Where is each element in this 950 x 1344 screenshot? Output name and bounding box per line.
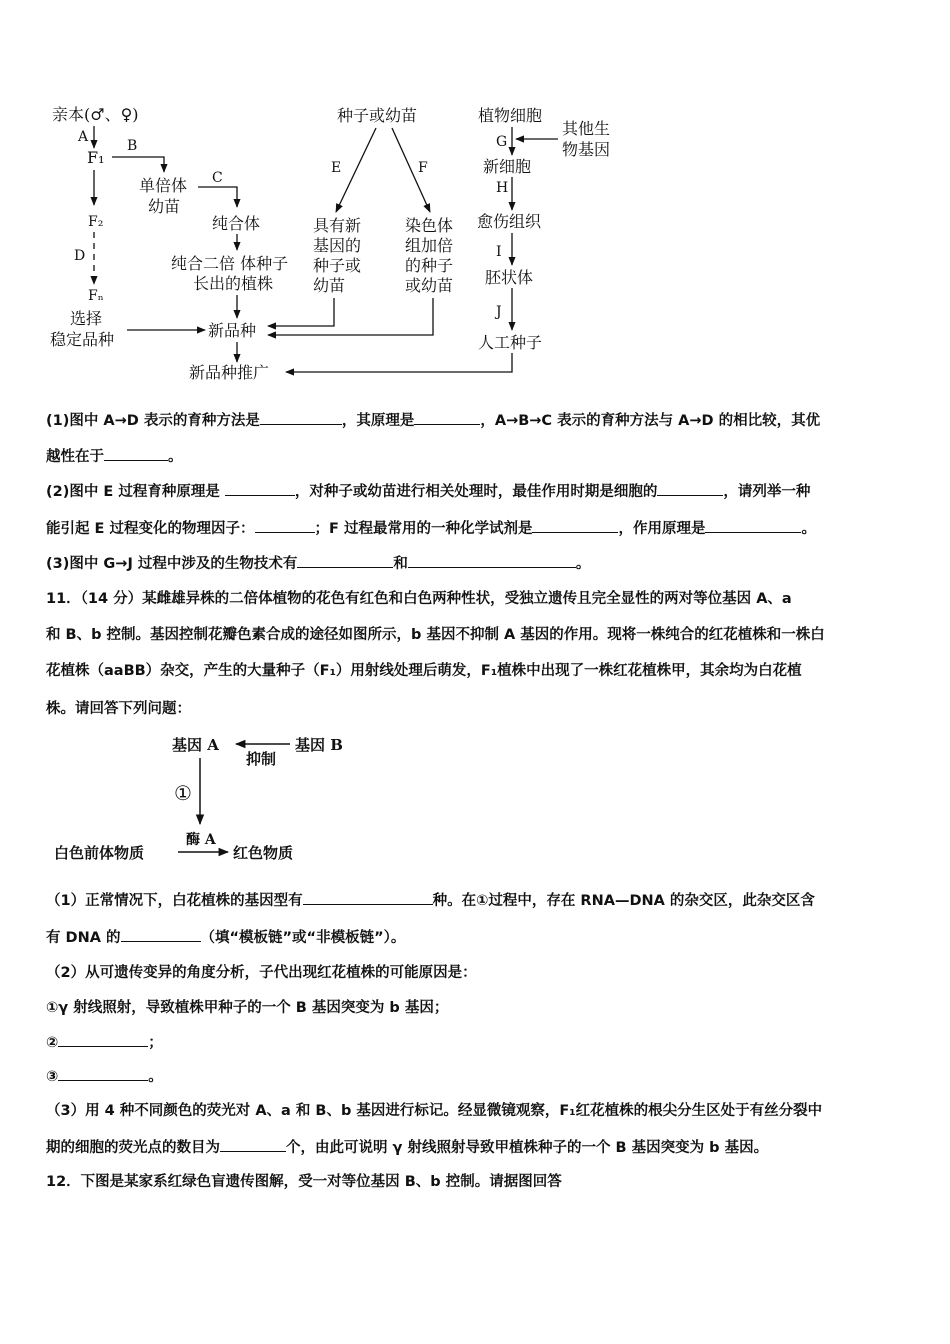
problem-11-line-1: 11．（14 分）某雌雄异株的二倍体植物的花色有红色和白色两种性状，受独立遗传且完全显性的两对等位基因 A、a <box>46 591 792 607</box>
promote-label: 新品种推广 <box>189 363 270 382</box>
answer-blank[interactable] <box>260 410 342 425</box>
sub-question-3-line-1: （3）用 4 种不同颜色的荧光对 A、a 和 B、b 基因进行标记。经显微镜观察，F₁红花植株的根尖分生区处于有丝分裂中 <box>46 1103 823 1119</box>
answer-blank[interactable] <box>104 446 168 461</box>
answer-blank[interactable] <box>705 518 801 533</box>
step-1-label: ① <box>174 781 192 805</box>
answer-blank[interactable] <box>225 481 295 496</box>
new-cell-label: 新细胞 <box>483 157 532 176</box>
sub-question-2-reason-2: ② ； <box>46 1032 908 1054</box>
sub-question-2-reason-1: ①γ 射线照射，导致植株甲种子的一个 B 基因突变为 b 基因； <box>46 1000 449 1016</box>
question-1-line-1: (1)图中 A→D 表示的育种方法是 ，其原理是 ，A→B→C 表示的育种方法与 A→D 的相比较，其优 <box>46 410 908 432</box>
sub-question-2-reason-3: ③ 。 <box>46 1066 908 1088</box>
arrow-e <box>336 128 376 212</box>
question-2-line-1: (2)图中 E 过程育种原理是 ，对种子或幼苗进行相关处理时，最佳作用时期是细胞的 ，请列举一种 <box>46 481 908 503</box>
diploid-label-1: 纯合二倍 体种子 <box>171 254 289 273</box>
seed-top-label: 种子或幼苗 <box>337 106 418 125</box>
step-d-label: D <box>74 248 86 264</box>
answer-blank[interactable] <box>408 553 576 568</box>
step-b-label: B <box>127 138 138 154</box>
embryoid-label: 胚状体 <box>485 268 534 287</box>
gene-b-label: 基因 B <box>295 736 343 754</box>
pure-label: 纯合体 <box>212 214 261 233</box>
answer-blank[interactable] <box>121 927 201 942</box>
chrom-label-3: 的种子 <box>405 256 454 275</box>
diploid-label-2: 长出的植株 <box>193 274 274 293</box>
sub-question-2-line: （2）从可遗传变异的角度分析，子代出现红花植株的可能原因是： <box>46 965 477 981</box>
gene-a-label: 基因 A <box>172 736 219 754</box>
problem-11-line-3: 花植株（aaBB）杂交，产生的大量种子（F₁）用射线处理后萌发，F₁植株中出现了一株红花植株甲，其余均为白花植 <box>46 663 802 679</box>
problem-11-line-2: 和 B、b 控制。基因控制花瓣色素合成的途径如图所示，b 基因不抑制 A 基因的作用。现将一株纯合的红花植株和一株白 <box>46 627 825 643</box>
fn-label: Fₙ <box>88 288 104 304</box>
answer-blank[interactable] <box>58 1066 148 1081</box>
answer-blank[interactable] <box>297 553 393 568</box>
newgene-label-2: 基因的 <box>313 236 362 255</box>
answer-blank[interactable] <box>414 410 480 425</box>
white-precursor-label: 白色前体物质 <box>54 844 145 862</box>
answer-blank[interactable] <box>657 481 723 496</box>
callus-label: 愈伤组织 <box>477 212 542 231</box>
newgene-label-3: 种子或 <box>313 256 362 275</box>
f2-label: F₂ <box>88 214 104 230</box>
new-variety-label: 新品种 <box>208 321 257 340</box>
f1-label: F₁ <box>87 148 105 167</box>
select-label-2: 稳定品种 <box>50 330 115 349</box>
haploid-label-2: 幼苗 <box>148 197 181 216</box>
arrow-artificial-promote <box>286 353 512 372</box>
chrom-label-4: 或幼苗 <box>405 276 454 295</box>
other-gene-label-1: 其他生 <box>562 119 611 138</box>
problem-12-line-1: 12．下图是某家系红绿色盲遗传图解，受一对等位基因 B、b 控制。请据图回答 <box>46 1174 562 1190</box>
question-2-line-2: 能引起 E 过程变化的物理因子： ；F 过程最常用的一种化学试剂是 ，作用原理是 。 <box>46 518 908 540</box>
newgene-label-1: 具有新 <box>313 216 362 235</box>
sub-question-1-line-1: （1）正常情况下，白花植株的基因型有 种。在①过程中，存在 RNA—DNA 的杂交区，此杂交区含 <box>46 890 908 912</box>
step-a-label: A <box>78 129 89 145</box>
red-substance-label: 红色物质 <box>233 844 294 862</box>
step-j-label: J <box>496 304 502 320</box>
answer-blank[interactable] <box>58 1032 148 1047</box>
answer-blank[interactable] <box>255 518 315 533</box>
step-c-label: C <box>212 170 223 186</box>
answer-blank[interactable] <box>303 890 433 905</box>
arrow-b <box>112 157 164 172</box>
chrom-label-1: 染色体 <box>405 216 454 235</box>
plant-cell-label: 植物细胞 <box>478 106 543 125</box>
answer-blank[interactable] <box>532 518 618 533</box>
parent-label: 亲本(♂、♀) <box>52 105 139 124</box>
arrow-chrom-newvariety <box>268 298 433 335</box>
artificial-seed-label: 人工种子 <box>478 333 543 352</box>
step-i-label: I <box>496 244 502 260</box>
answer-blank[interactable] <box>220 1137 286 1152</box>
breeding-flowchart <box>0 0 950 400</box>
sub-question-1-line-2: 有 DNA 的 （填“模板链”或“非模板链”）。 <box>46 927 908 949</box>
question-3-line: (3)图中 G→J 过程中涉及的生物技术有 和 。 <box>46 553 908 575</box>
sub-question-3-line-2: 期的细胞的荧光点的数目为 个，由此可说明 γ 射线照射导致甲植株种子的一个 B 基因突变为 b 基因。 <box>46 1137 908 1159</box>
chrom-label-2: 组加倍 <box>405 236 454 255</box>
newgene-label-4: 幼苗 <box>313 276 346 295</box>
inhibit-label: 抑制 <box>246 750 277 768</box>
flower-color-pathway <box>40 728 380 868</box>
problem-11-line-4: 株。请回答下列问题： <box>46 701 191 717</box>
step-g-label: G <box>496 134 508 150</box>
step-h-label: H <box>496 180 509 196</box>
haploid-label-1: 单倍体 <box>139 176 188 195</box>
other-gene-label-2: 物基因 <box>562 140 611 159</box>
step-e-label: E <box>331 160 342 176</box>
question-1-line-2: 越性在于 。 <box>46 446 908 468</box>
select-label-1: 选择 <box>70 309 103 328</box>
arrow-c <box>198 187 237 207</box>
enzyme-a-label: 酶 A <box>186 832 216 848</box>
step-f-label: F <box>418 160 428 176</box>
arrow-newgene-newvariety <box>268 298 334 326</box>
